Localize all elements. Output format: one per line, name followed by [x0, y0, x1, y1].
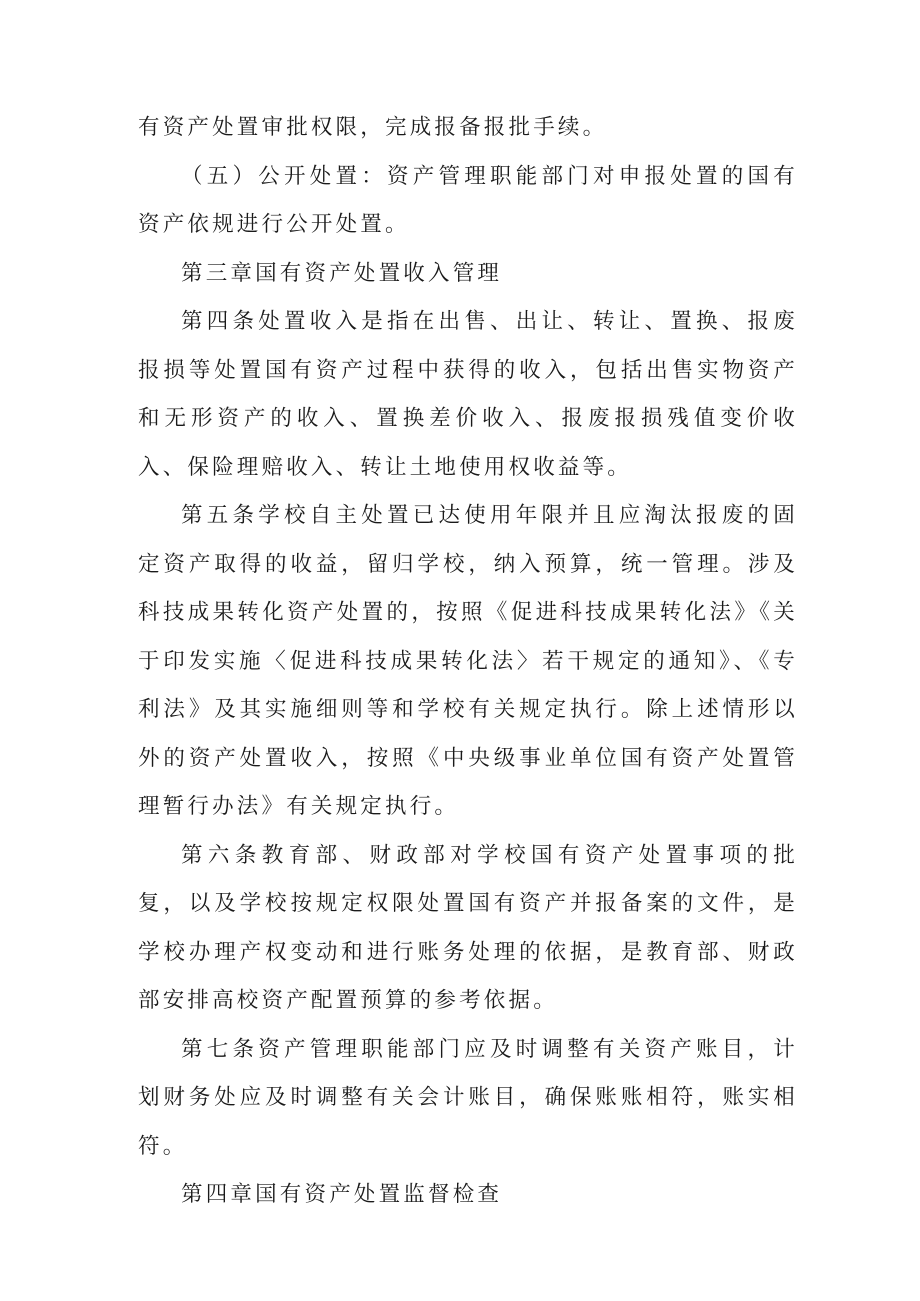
paragraph-continuation: 有资产处置审批权限，完成报备报批手续。: [138, 115, 608, 140]
article-4: 第四条处置收入是指在出售、出让、转让、置换、报废报损等处置国有资产过程中获得的收入，包括出售实物资产和无形资产的收入、置换差价收入、报废报损残值变价收入、保险理赔收入、转让土地使用权收益等。: [138, 309, 798, 480]
document-body: [138, 104, 798, 1220]
paragraph-public-disposal: （五）公开处置：资产管理职能部门对申报处置的国有资产依规进行公开处置。: [138, 163, 798, 237]
chapter-heading-3: 第三章国有资产处置收入管理: [181, 260, 503, 286]
article-5: 第五条学校自主处置已达使用年限并且应淘汰报废的固定资产取得的收益，留归学校，纳入预算，统一管理。涉及科技成果转化资产处置的，按照《促进科技成果转化法》《关于印发实施〈促进科技成果转化法〉若干规定的通知》、《专利法》及其实施细则等和学校有关规定执行。除上述情形以外的资产处置收入，按照《中央级事业单位国有资产处置管理暂行办法》有关规定执行。: [138, 503, 798, 819]
chapter-heading-4: 第四章国有资产处置监督检查: [181, 1182, 503, 1207]
article-6: 第六条教育部、财政部对学校国有资产处置事项的批复，以及学校按规定权限处置国有资产并报备案的文件，是学校办理产权变动和进行账务处理的依据，是教育部、财政部安排高校资产配置预算的参考依据。: [138, 842, 798, 1013]
article-7: 第七条资产管理职能部门应及时调整有关资产账目，计划财务处应及时调整有关会计账目，确保账账相符，账实相符。: [138, 1036, 798, 1159]
